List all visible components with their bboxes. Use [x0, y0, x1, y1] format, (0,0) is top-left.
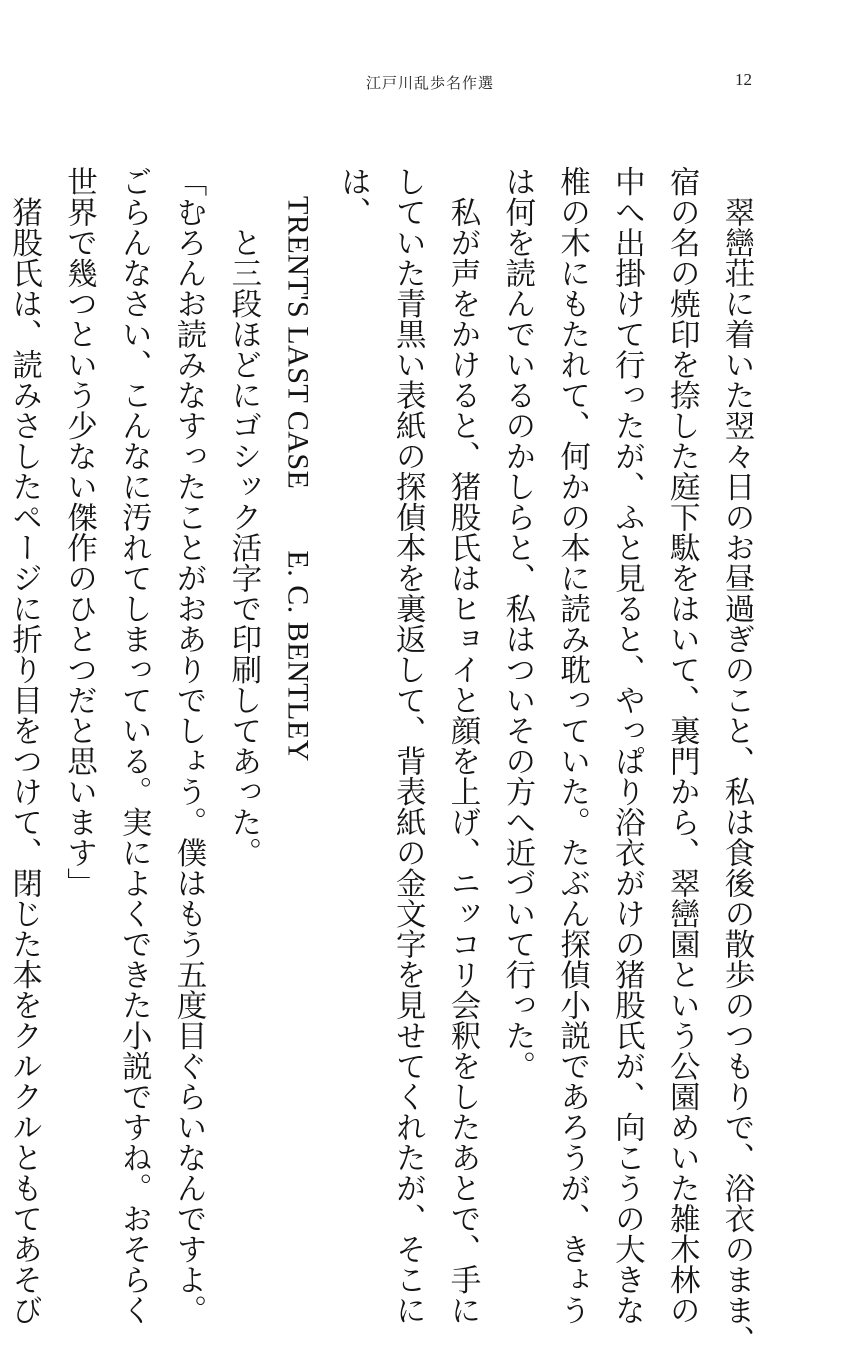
text-line-5: は何を読んでいるのかしらと、私はついその方へ近づいて行った。 [499, 166, 535, 1081]
text-line-4: 椎の木にもたれて、何かの本に読み耽っていた。たぶん探偵小説であろうが、きょう [554, 166, 590, 1325]
text-line-6: 私が声をかけると、猪股氏はヒョイと顔を上げ、ニッコリ会釈をしたあとで、手に [445, 166, 481, 1325]
text-line-12: ごらんなさい、こんなに汚れてしまっている。実によくできた小説ですね。おそらく [116, 166, 152, 1325]
running-head-title: 江戸川乱歩名作選 [366, 74, 495, 92]
vertical-text-body [6, 166, 763, 1356]
text-line-13: 世界で幾つという少ない傑作のひとつだと思います」 [61, 166, 97, 898]
book-title-line: TRENT'S LAST CASE E. C. BENTLEY [281, 196, 315, 762]
text-line-7: していた青黒い表紙の探偵本を裏返して、背表紙の金文字を見せてくれたが、そこに [390, 166, 426, 1325]
text-line-8: は、 [335, 166, 371, 227]
text-line-10: と三段ほどにゴシック活字で印刷してあった。 [225, 227, 261, 868]
text-line-2: 宿の名の焼印を捺した庭下駄をはいて、裏門から、翠巒園という公園めいた雑木林の [664, 166, 700, 1325]
text-line-14: 猪股氏は、読みさしたページに折り目をつけて、閉じた本をクルクルともてあそび [6, 166, 42, 1325]
text-line-11: 「むろんお読みなすったことがおありでしょう。僕はもう五度目ぐらいなんですよ。 [171, 166, 207, 1325]
text-line-1: 翠巒荘に着いた翌々日のお昼過ぎのこと、私は食後の散歩のつもりで、浴衣のまま、 [719, 166, 754, 1356]
page-number: 12 [735, 70, 752, 89]
text-line-3: 中へ出掛けて行ったが、ふと見ると、やっぱり浴衣がけの猪股氏が、向こうの大きな [609, 166, 645, 1325]
